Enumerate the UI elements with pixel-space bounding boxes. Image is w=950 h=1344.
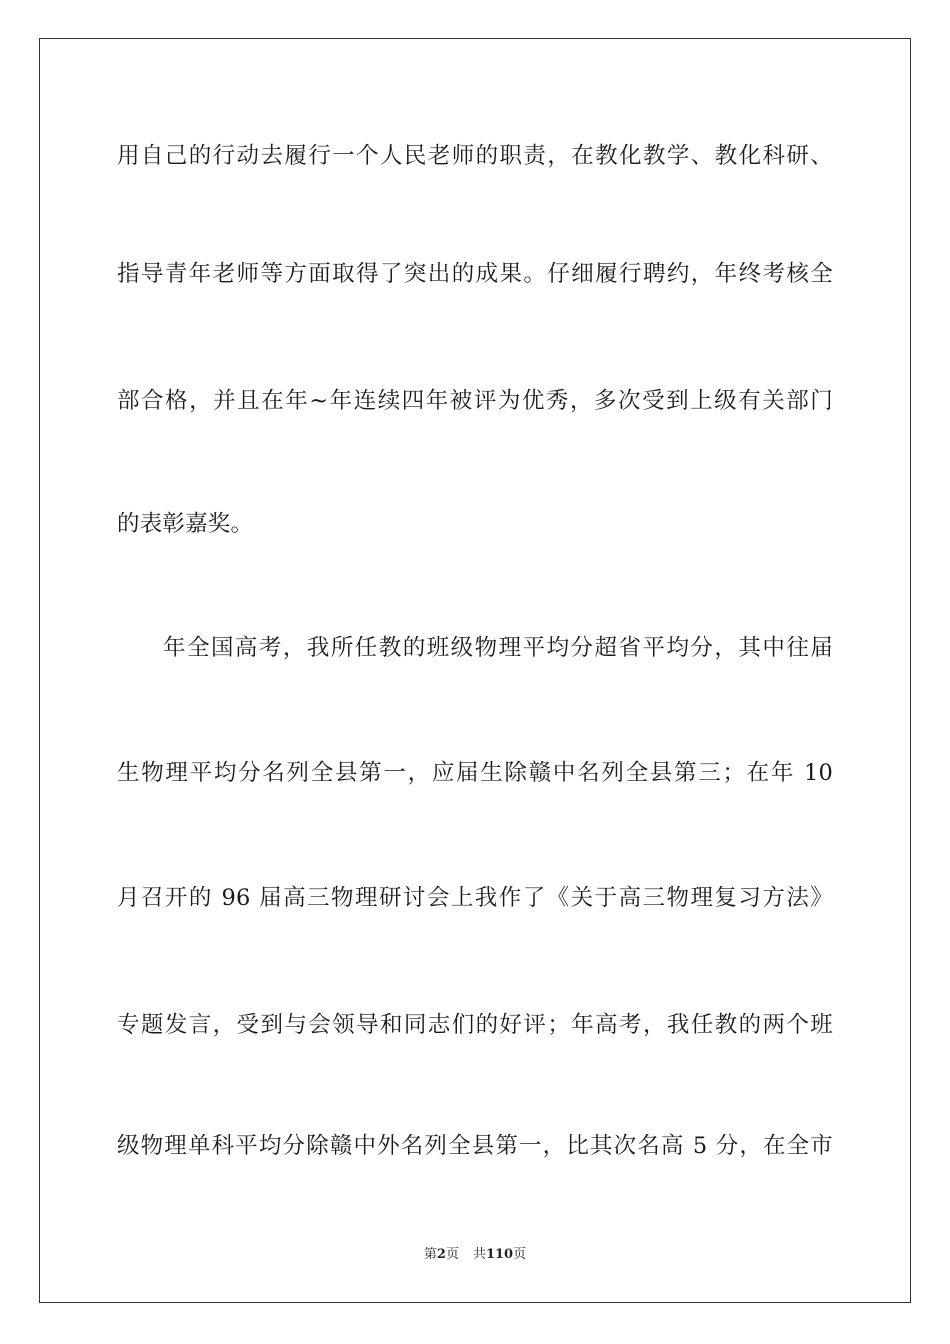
- body-text-line-6: 生物理平均分名列全县第一，应届生除赣中名列全县第三；在年 10: [117, 760, 833, 786]
- page-footer: [0, 1246, 950, 1264]
- footer-page-prefix: 第: [423, 1247, 437, 1262]
- body-text-line-7: 月召开的 96 届高三物理研讨会上我作了《关于高三物理复习方法》: [117, 885, 833, 911]
- footer-total-number: 110: [485, 1247, 514, 1262]
- footer-page-number: 2: [436, 1247, 446, 1262]
- page-border: [39, 38, 911, 1303]
- footer-total-suffix: 页: [513, 1247, 527, 1262]
- paragraph-start-line-5: 年全国高考，我所任教的班级物理平均分超省平均分，其中往届: [163, 635, 833, 661]
- body-text-line-3: 部合格，并且在年~年连续四年被评为优秀，多次受到上级有关部门: [117, 388, 833, 414]
- body-text-line-1: 用自己的行动去履行一个人民老师的职责，在教化教学、教化科研、: [117, 143, 833, 169]
- body-text-line-4: 的表彰嘉奖。: [117, 511, 254, 537]
- body-text-line-2: 指导青年老师等方面取得了突出的成果。仔细履行聘约，年终考核全: [117, 261, 833, 287]
- footer-total-prefix: 共: [472, 1247, 486, 1262]
- body-text-line-9: 级物理单科平均分除赣中外名列全县第一，比其次名高 5 分，在全市: [117, 1133, 833, 1159]
- body-text-line-8: 专题发言，受到与会领导和同志们的好评；年高考，我任教的两个班: [117, 1012, 833, 1038]
- footer-page-suffix: 页: [445, 1247, 459, 1262]
